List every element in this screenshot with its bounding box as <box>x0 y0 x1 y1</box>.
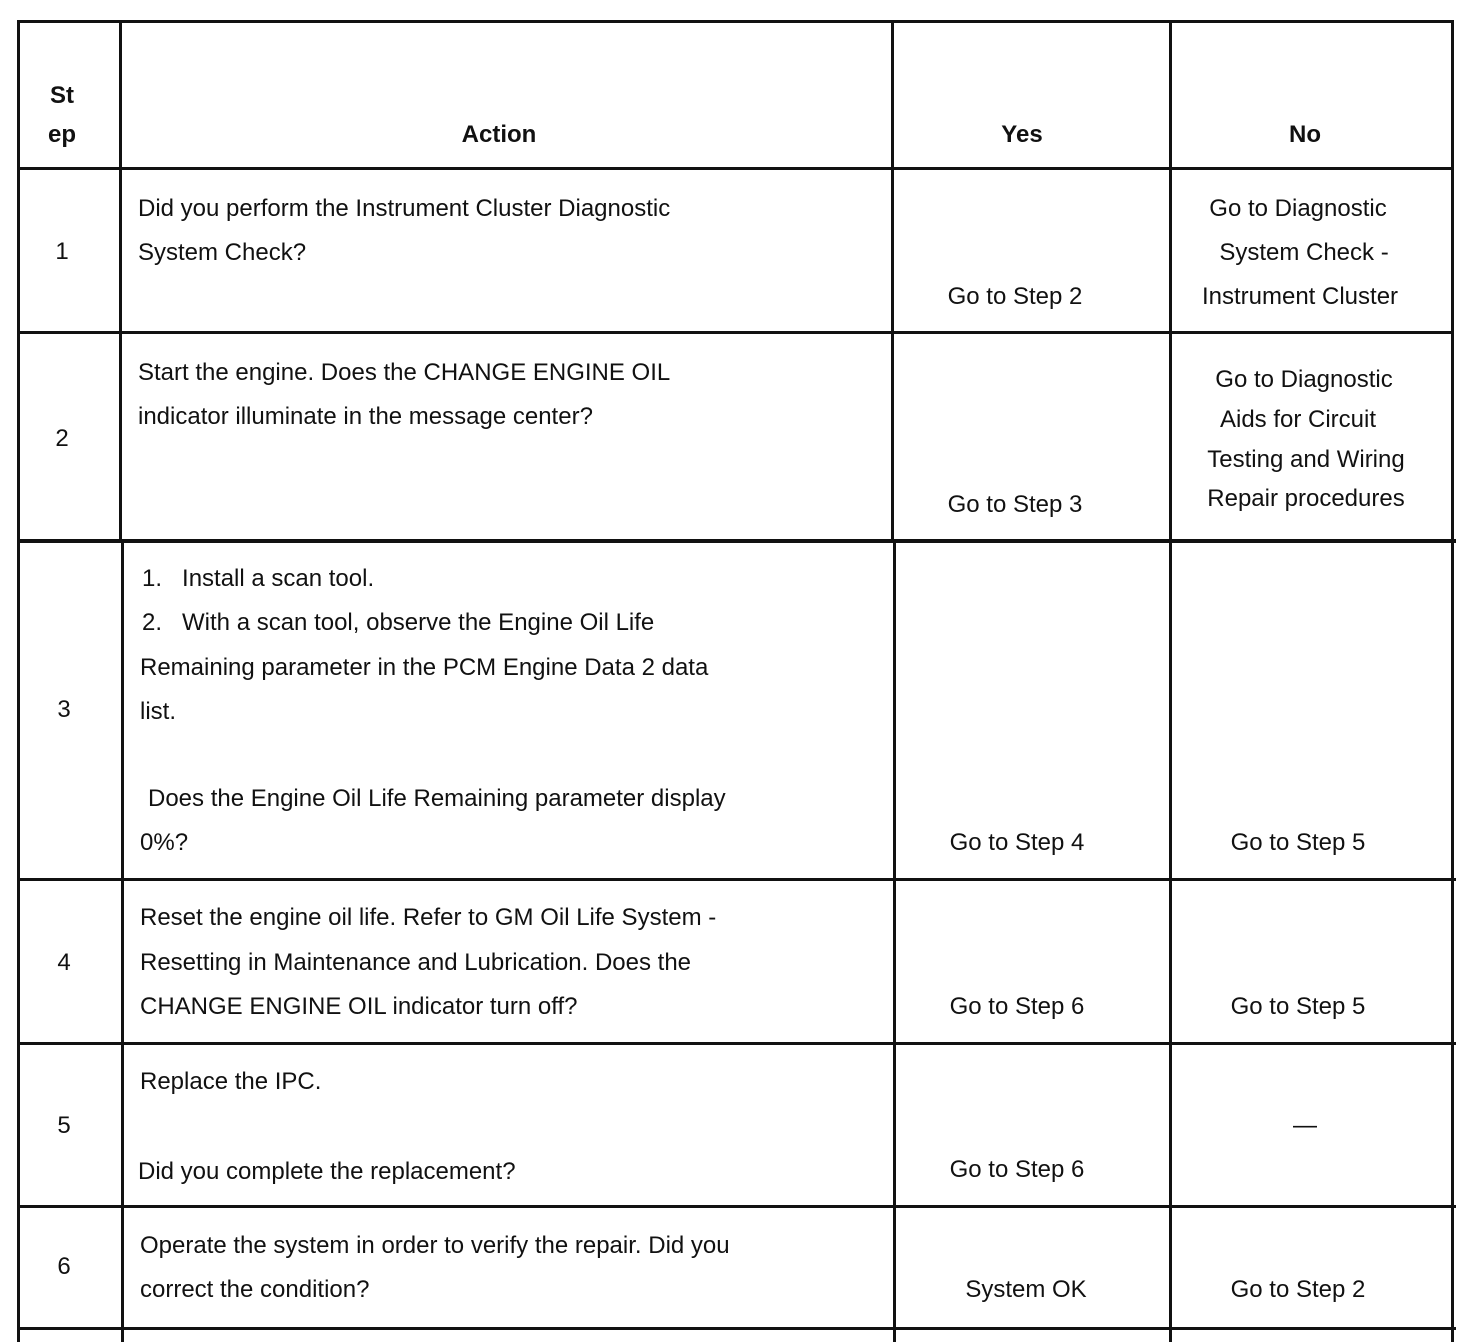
step-number: 5 <box>57 1112 71 1139</box>
step-number: 2 <box>55 425 69 452</box>
row-divider-3 <box>18 878 1456 881</box>
no-result-line: Go to Diagnostic <box>1209 195 1387 222</box>
row-divider-1 <box>18 331 1454 334</box>
action-text-line: Reset the engine oil life. Refer to GM Oil Life System - <box>140 904 717 931</box>
header-yes: Yes <box>1001 121 1043 148</box>
row-divider-4 <box>18 1042 1456 1045</box>
no-result-line: Instrument Cluster <box>1201 283 1399 310</box>
column-divider-step-lower <box>121 541 124 1342</box>
yes-result: Go to Step 6 <box>949 1156 1085 1183</box>
row-divider-5 <box>18 1205 1456 1208</box>
action-text-line: Does the Engine Oil Life Remaining parameter display <box>148 785 726 812</box>
yes-result: Go to Step 2 <box>947 283 1083 310</box>
no-result: Go to Step 5 <box>1230 993 1366 1020</box>
step-number: 4 <box>57 949 71 976</box>
yes-result: System OK <box>965 1276 1087 1303</box>
no-result-line: Testing and Wiring <box>1207 446 1405 473</box>
no-result-dash: — <box>1293 1112 1317 1139</box>
header-row-divider <box>18 167 1454 170</box>
action-text-line: Did you complete the replacement? <box>138 1158 516 1185</box>
yes-result: Go to Step 3 <box>947 491 1083 518</box>
action-text-line: CHANGE ENGINE OIL indicator turn off? <box>140 993 578 1020</box>
yes-result: Go to Step 4 <box>949 829 1085 856</box>
row-divider-2 <box>18 539 1456 543</box>
yes-result: Go to Step 6 <box>949 993 1085 1020</box>
step-number: 3 <box>57 696 71 723</box>
no-result-line: Go to Diagnostic <box>1215 366 1393 393</box>
table-border-right <box>1451 20 1454 1342</box>
header-no: No <box>1289 121 1321 148</box>
action-text-line: 0%? <box>140 829 189 856</box>
no-result-line: Aids for Circuit <box>1219 406 1377 433</box>
action-text-line: 1. Install a scan tool. <box>142 565 375 592</box>
header-step-line-1: St <box>50 82 74 109</box>
action-text-line: Did you perform the Instrument Cluster Diagnostic <box>138 195 671 222</box>
table-border-left <box>17 20 20 1342</box>
action-text-line: System Check? <box>138 239 307 266</box>
action-text-line: indicator illuminate in the message center? <box>138 403 593 430</box>
header-action: Action <box>461 121 537 148</box>
step-number: 1 <box>55 238 69 265</box>
table-border-bottom <box>18 1327 1456 1330</box>
action-text-line: correct the condition? <box>140 1276 370 1303</box>
action-text-line: list. <box>140 698 176 725</box>
column-divider-yes <box>1169 20 1172 1342</box>
column-divider-action <box>891 20 894 541</box>
action-text-line: Operate the system in order to verify the repair. Did you <box>140 1232 730 1259</box>
header-step-line-2: ep <box>47 121 77 148</box>
action-text-line: Replace the IPC. <box>140 1068 322 1095</box>
column-divider-action-lower <box>893 541 896 1342</box>
no-result-line: Repair procedures <box>1207 485 1405 512</box>
action-text-line: 2. With a scan tool, observe the Engine Oil Life <box>142 609 655 636</box>
step-number: 6 <box>57 1253 71 1280</box>
no-result: Go to Step 2 <box>1230 1276 1366 1303</box>
no-result: Go to Step 5 <box>1230 829 1366 856</box>
no-result-line: System Check - <box>1219 239 1389 266</box>
action-text-line: Remaining parameter in the PCM Engine Data 2 data <box>140 654 709 681</box>
action-text-line: Resetting in Maintenance and Lubrication. Does the <box>140 949 692 976</box>
action-text-line: Start the engine. Does the CHANGE ENGINE OIL <box>138 359 671 386</box>
column-divider-step <box>119 20 122 541</box>
table-border-top <box>18 20 1454 23</box>
